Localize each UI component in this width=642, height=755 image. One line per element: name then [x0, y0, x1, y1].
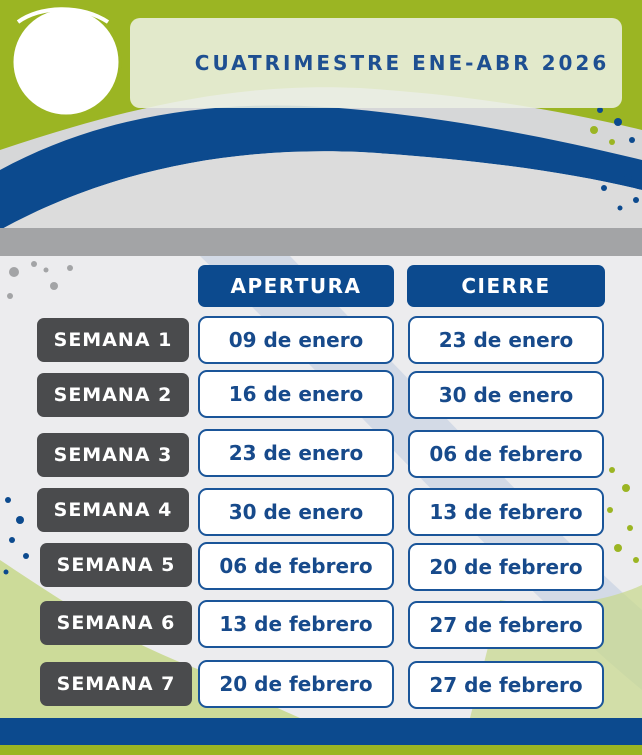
week-label: SEMANA 5 [40, 543, 192, 587]
week-label: SEMANA 4 [37, 488, 189, 532]
closing-date-cell: 23 de enero [408, 316, 604, 364]
opening-date-cell: 09 de enero [198, 316, 394, 364]
closing-date-cell: 06 de febrero [408, 430, 604, 478]
week-label: SEMANA 2 [37, 373, 189, 417]
header-closing: CIERRE [407, 265, 605, 307]
closing-date-cell: 30 de enero [408, 371, 604, 419]
closing-date-cell: 27 de febrero [408, 601, 604, 649]
opening-date-cell: 30 de enero [198, 488, 394, 536]
page-title: CUATRIMESTRE ENE-ABR 2026 [194, 51, 610, 75]
week-label: SEMANA 6 [40, 601, 192, 645]
closing-date-cell: 20 de febrero [408, 543, 604, 591]
opening-date-cell: 06 de febrero [198, 542, 394, 590]
opening-date-cell: 20 de febrero [198, 660, 394, 708]
opening-date-cell: 23 de enero [198, 429, 394, 477]
closing-date-cell: 13 de febrero [408, 488, 604, 536]
header-opening: APERTURA [198, 265, 394, 307]
opening-date-cell: 16 de enero [198, 370, 394, 418]
closing-date-cell: 27 de febrero [408, 661, 604, 709]
title-banner [130, 18, 622, 108]
opening-date-cell: 13 de febrero [198, 600, 394, 648]
week-label: SEMANA 3 [37, 433, 189, 477]
week-label: SEMANA 1 [37, 318, 189, 362]
week-label: SEMANA 7 [40, 662, 192, 706]
